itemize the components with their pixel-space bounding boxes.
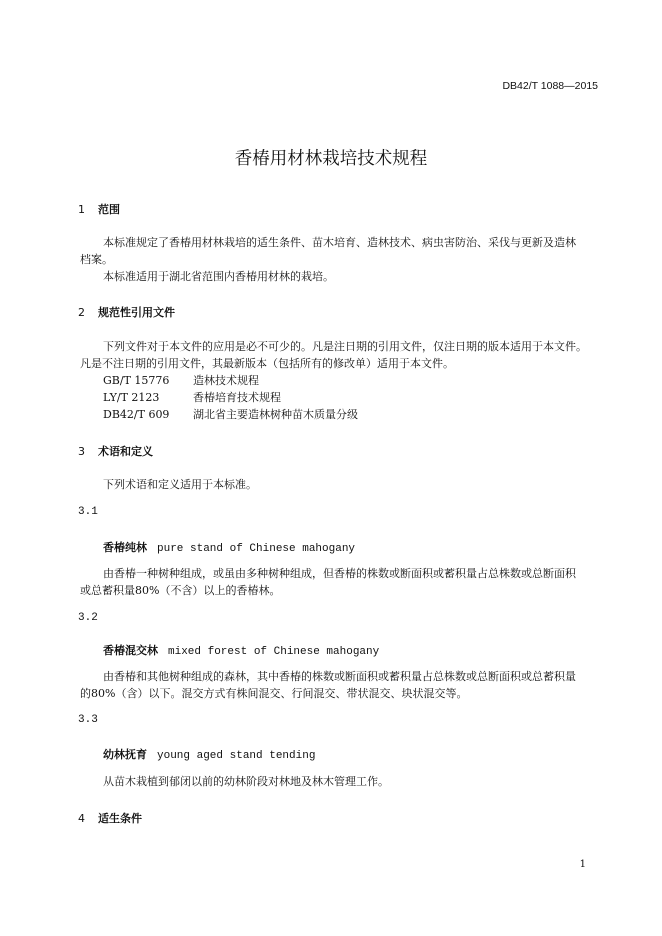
term-english: mixed forest of Chinese mahogany <box>168 646 380 658</box>
term-title <box>103 746 315 762</box>
term-number: 3.3 <box>78 714 98 726</box>
term-chinese: 香椿纯林 <box>103 541 147 554</box>
term-title <box>103 642 379 658</box>
definition-line: 由香椿一种树种组成，或虽由多种树种组成，但香椿的株数或断面积或蓄积量占总株数或总断面积 <box>103 567 576 580</box>
paragraph-line: 凡是不注日期的引用文件，其最新版本（包括所有的修改单）适用于本文件。 <box>80 357 454 370</box>
term-chinese: 香椿混交林 <box>103 644 158 657</box>
section-title: 范围 <box>98 203 120 216</box>
reference-name: 造林技术规程 <box>193 374 259 387</box>
section-title: 术语和定义 <box>98 445 153 458</box>
reference-item <box>103 389 281 405</box>
section-heading-1 <box>78 201 120 217</box>
paragraph-line: 本标准规定了香椿用材林栽培的适生条件、苗木培育、造林技术、病虫害防治、采伐与更新及造林 <box>103 236 576 249</box>
paragraph-line: 下列术语和定义适用于本标准。 <box>103 478 257 491</box>
reference-item <box>103 372 259 388</box>
section-heading-3 <box>78 443 153 459</box>
section-heading-4 <box>78 810 142 826</box>
section-heading-2 <box>78 304 175 320</box>
reference-name: 湖北省主要造林树种苗木质量分级 <box>193 408 358 421</box>
paragraph-line: 本标准适用于湖北省范围内香椿用材林的栽培。 <box>103 270 334 283</box>
paragraph-line: 档案。 <box>80 253 113 266</box>
reference-item <box>103 406 358 422</box>
term-number: 3.2 <box>78 612 98 624</box>
reference-code: LY/T 2123 <box>103 391 160 404</box>
term-english: young aged stand tending <box>157 750 316 762</box>
term-chinese: 幼林抚育 <box>103 748 147 761</box>
reference-code: DB42/T 609 <box>103 408 170 421</box>
section-title: 适生条件 <box>98 812 142 825</box>
definition-line: 从苗木栽植到郁闭以前的幼林阶段对林地及林木管理工作。 <box>103 775 389 788</box>
definition-line: 由香椿和其他树种组成的森林，其中香椿的株数或断面积或蓄积量占总株数或总断面积或总蓄积量 <box>103 670 576 683</box>
document-title: 香椿用材林栽培技术规程 <box>234 149 428 169</box>
section-number: 1 <box>78 203 85 216</box>
page-number: 1 <box>579 859 586 870</box>
term-title <box>103 539 355 555</box>
section-number: 2 <box>78 306 85 319</box>
term-english: pure stand of Chinese mahogany <box>157 543 356 555</box>
section-number: 4 <box>78 812 85 825</box>
term-number: 3.1 <box>78 506 98 518</box>
reference-code: GB/T 15776 <box>103 374 170 387</box>
definition-line: 的80%（含）以下。混交方式有株间混交、行间混交、带状混交、块状混交等。 <box>80 687 468 700</box>
definition-line: 或总蓄积量80%（不含）以上的香椿林。 <box>80 584 281 597</box>
standard-code: DB42/T 1088—2015 <box>502 80 598 92</box>
section-number: 3 <box>78 445 85 458</box>
paragraph-line: 下列文件对于本文件的应用是必不可少的。凡是注日期的引用文件，仅注日期的版本适用于本文件。 <box>103 340 587 353</box>
section-title: 规范性引用文件 <box>98 306 175 319</box>
reference-name: 香椿培育技术规程 <box>193 391 281 404</box>
